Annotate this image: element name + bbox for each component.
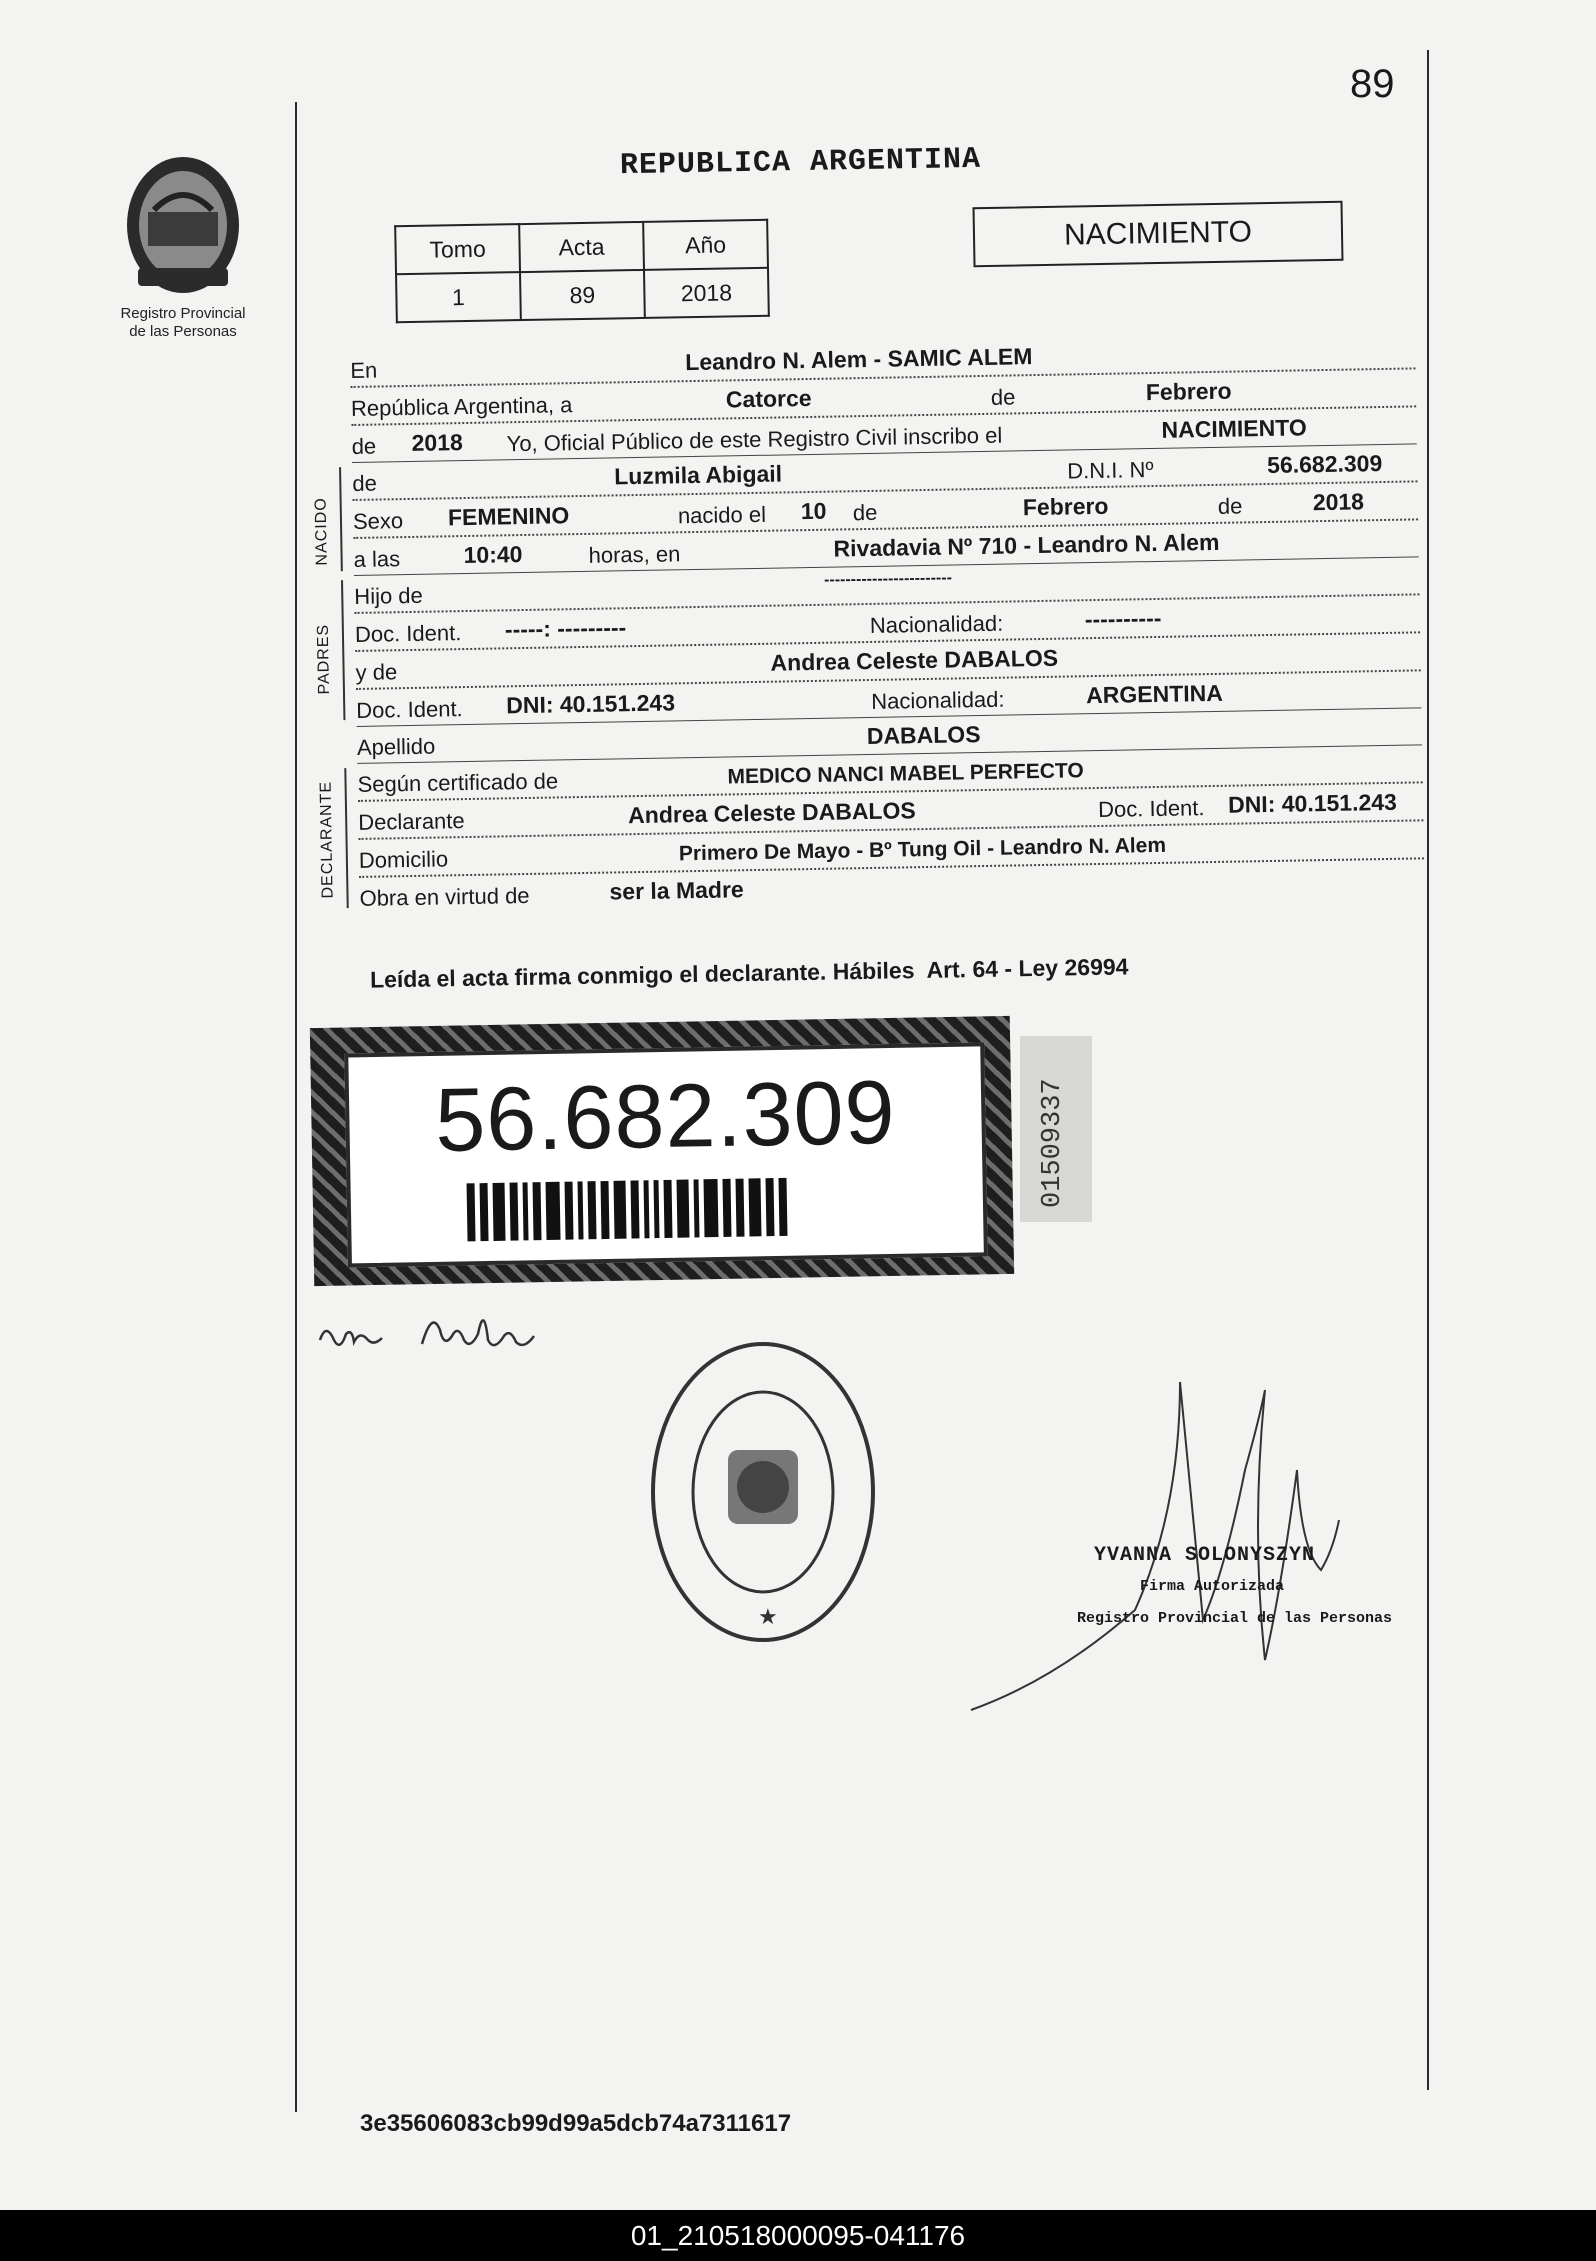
serial-strip	[1020, 1036, 1092, 1222]
barcode	[467, 1176, 868, 1241]
nacido-el-label: nacido el	[677, 501, 767, 529]
section-nacido	[312, 444, 1419, 576]
hijo-de-label: Hijo de	[354, 582, 423, 609]
registry-caption-2: de las Personas	[129, 323, 237, 340]
serial-number: 01509337	[1038, 1078, 1068, 1208]
en-value: Leandro N. Alem - SAMIC ALEM	[685, 343, 1033, 376]
padres-side-label: PADRES	[314, 623, 334, 695]
a-las-label: a las	[353, 546, 401, 572]
value-tomo: 1	[396, 272, 521, 322]
dni-sticker-number: 56.682.309	[434, 1062, 897, 1171]
dia-nacimiento: 10	[800, 497, 827, 525]
apellido-value: DABALOS	[866, 721, 981, 750]
madre-doc-label: Doc. Ident.	[356, 696, 463, 723]
footer-id-bar: 01_210518000095-041176	[0, 2210, 1596, 2261]
official-role: Firma Autorizada	[1140, 1578, 1285, 1595]
closing-text: Leída el acta firma conmigo el declarante. Hábiles	[369, 957, 915, 993]
document-title: REPUBLICA ARGENTINA	[619, 142, 982, 184]
padres-bracket	[341, 580, 345, 720]
declarante-doc-label: Doc. Ident.	[1097, 795, 1205, 823]
section-declarante	[317, 745, 1424, 914]
hora-value: 10:40	[463, 541, 523, 569]
section-padres	[314, 557, 1421, 727]
document-hash: 3e35606083cb99d99a5dcb74a7311617	[360, 2110, 792, 2137]
nacido-bracket	[339, 467, 343, 571]
dni-sticker	[310, 1016, 1014, 1286]
madre-doc-value: DNI: 40.151.243	[505, 689, 676, 719]
anio-nacimiento: 2018	[1312, 488, 1365, 516]
padre-blank: ------------------------	[823, 569, 953, 589]
declarante-side-label: DECLARANTE	[317, 780, 337, 899]
mes-nacimiento: Febrero	[1022, 492, 1109, 521]
closing-ley: Art. 64 - Ley 26994	[926, 953, 1129, 983]
de-label-2: de	[351, 433, 377, 459]
declarante-label: Declarante	[358, 808, 465, 835]
registry-seal-icon	[648, 1338, 878, 1646]
sexo-value: FEMENINO	[447, 502, 570, 531]
horas-en-label: horas, en	[588, 541, 681, 568]
declarante-value: Andrea Celeste DABALOS	[627, 797, 916, 829]
apellido-label: Apellido	[356, 733, 436, 760]
header-tomo: Tomo	[395, 224, 520, 274]
domicilio-label: Domicilio	[358, 846, 449, 873]
page-number: 89	[1350, 62, 1395, 106]
nombre-value: Luzmila Abigail	[614, 460, 783, 490]
obra-label: Obra en virtud de	[359, 882, 530, 911]
de-label-3: de	[352, 470, 378, 496]
domicilio-value: Primero De Mayo - Bº Tung Oil - Leandro N. Alem	[678, 833, 1167, 866]
y-de-label: y de	[355, 659, 398, 685]
sexo-label: Sexo	[352, 508, 404, 534]
de-label-4: de	[852, 499, 878, 526]
record-table	[394, 219, 770, 324]
declarante-doc-value: DNI: 40.151.243	[1227, 788, 1398, 818]
dni-label: D.N.I. Nº	[1067, 456, 1154, 484]
lugar-value: Rivadavia Nº 710 - Leandro N. Alem	[833, 528, 1220, 562]
act-type-box: NACIMIENTO	[973, 201, 1344, 267]
value-acta: 89	[520, 270, 645, 320]
closing-statement	[370, 953, 1129, 993]
birth-record-form	[312, 331, 1425, 914]
registry-caption-1: Registro Provincial	[120, 305, 246, 322]
madre-value: Andrea Celeste DABALOS	[770, 644, 1059, 676]
official-org: Registro Provincial de las Personas	[1077, 1610, 1393, 1627]
madre-nac-label: Nacionalidad:	[870, 686, 1005, 714]
right-margin-line	[1427, 50, 1429, 2090]
declarant-signature-icon	[312, 1300, 572, 1370]
padre-nac-value: ----------	[1084, 604, 1162, 633]
en-label: En	[350, 357, 378, 383]
certificado-value: MEDICO NANCI MABEL PERFECTO	[727, 759, 1084, 789]
obra-value: ser la Madre	[609, 876, 744, 905]
header-acta: Acta	[519, 222, 644, 272]
dia-value: Catorce	[725, 384, 812, 413]
official-name: YVANNA SOLONYSZYN	[1094, 1544, 1316, 1567]
de-label: de	[990, 384, 1016, 410]
padre-doc-value: -----: ---------	[504, 614, 627, 643]
dni-value: 56.682.309	[1266, 450, 1383, 479]
madre-nac-value: ARGENTINA	[1085, 679, 1224, 709]
anio-value: 2018	[411, 429, 464, 456]
dni-sticker-inner	[344, 1042, 988, 1267]
header-anio: Año	[643, 220, 768, 270]
republica-label: República Argentina, a	[350, 392, 573, 421]
padre-doc-label: Doc. Ident.	[354, 620, 462, 647]
mes-value: Febrero	[1145, 377, 1232, 406]
svg-text:★: ★	[758, 1604, 778, 1629]
nacido-side-label: NACIDO	[312, 497, 331, 566]
de-label-5: de	[1217, 493, 1243, 519]
padre-nac-label: Nacionalidad:	[869, 610, 1004, 638]
declarante-bracket	[344, 768, 348, 908]
left-margin-line	[295, 102, 297, 2112]
certificado-label: Según certificado de	[357, 768, 559, 797]
value-anio: 2018	[644, 268, 769, 318]
oficial-label: Yo, Oficial Público de este Registro Civil inscribo el	[506, 422, 1003, 457]
inscribo-value: NACIMIENTO	[1161, 414, 1307, 443]
registry-logo	[108, 150, 258, 350]
misiones-shield-icon	[118, 150, 248, 300]
